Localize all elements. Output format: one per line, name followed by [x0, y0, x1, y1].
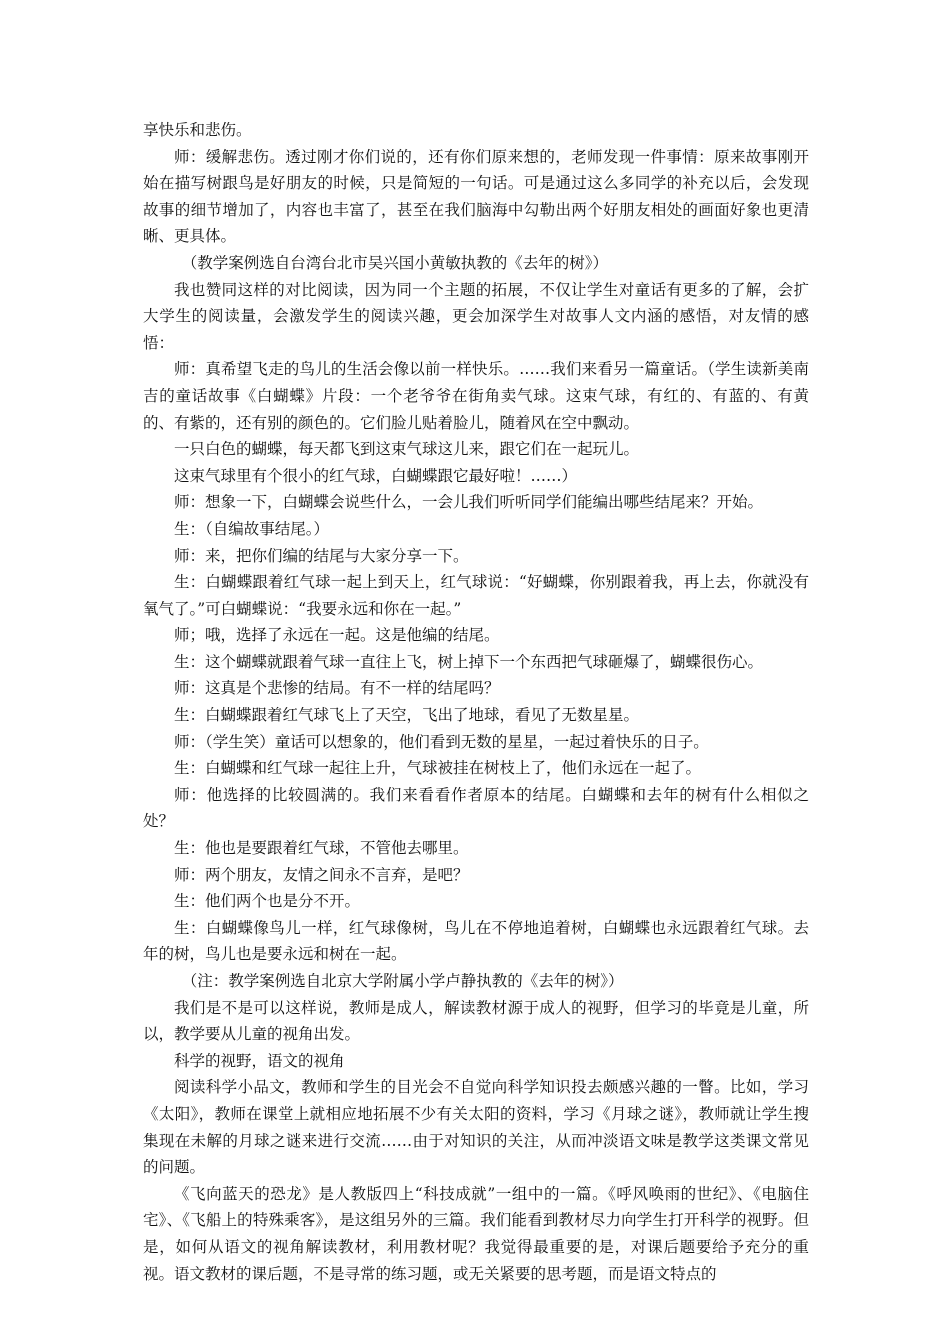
paragraph: 生：白蝴蝶跟着红气球一起上到天上，红气球说：“好蝴蝶，你别跟着我，再上去，你就没有氧气了。”可白蝴蝶说：“我要永远和你在一起。” — [143, 573, 809, 618]
paragraph: 师：他选择的比较圆满的。我们来看看作者原本的结尾。白蝴蝶和去年的树有什么相似之处？ — [143, 785, 809, 831]
paragraph: 我们是不是可以这样说，教师是成人，解读教材源于成人的视野，但学习的毕竟是儿童，所以，教学要从儿童的视角出发。 — [143, 998, 809, 1044]
document-body — [143, 117, 809, 1287]
paragraph: 师：想象一下，白蝴蝶会说些什么，一会儿我们听听同学们能编出哪些结尾来？开始。 — [174, 493, 764, 512]
paragraph: 师：来，把你们编的结尾与大家分享一下。 — [174, 546, 469, 565]
paragraph: 这束气球里有个很小的红气球，白蝴蝶跟它最好啦！……） — [174, 466, 578, 485]
paragraph: 师：（学生笑）童话可以想象的，他们看到无数的星星，一起过着快乐的日子。 — [174, 732, 709, 751]
paragraph: 生：白蝴蝶像鸟儿一样，红气球像树，鸟儿在不停地追着树，白蝴蝶也永远跟着红气球。去年的树，鸟儿也是要永远和树在一起。 — [143, 918, 809, 964]
paragraph: 生：这个蝴蝶就跟着气球一直往上飞，树上掉下一个东西把气球砸爆了，蝴蝶很伤心。 — [174, 652, 764, 671]
paragraph: 生：他们两个也是分不开。 — [174, 892, 361, 911]
paragraph: 师；哦，选择了永远在一起。这是他编的结尾。 — [174, 626, 500, 645]
paragraph: 师：这真是个悲惨的结局。有不一样的结尾吗？ — [174, 679, 500, 698]
paragraph: 生：（自编故事结尾。） — [174, 519, 330, 538]
paragraph: 阅读科学小品文，教师和学生的目光会不自觉向科学知识投去颇感兴趣的一瞥。比如，学习《太阳》，教师在课堂上就相应地拓展不少有关太阳的资料，学习《月球之谜》，教师就让学生搜集现在未解的月球之谜来进行交流……由于对知识的关注，从而冲淡语文味是教学这类课文常见的问题。 — [143, 1078, 809, 1177]
paragraph: 享快乐和悲伤。 — [143, 121, 252, 139]
paragraph: 《飞向蓝天的恐龙》是人教版四上“科技成就”一组中的一篇。《呼风唤雨的世纪》、《电脑住宅》、《飞船上的特殊乘客》，是这组另外的三篇。我们能看到教材尽力向学生打开科学的视野。但是，如何从语文的视角解读教材，利用教材呢？我觉得最重要的是，对课后题要给予充分的重视。语文教材的课后题，不是寻常的练习题，或无关紧要的思考题，而是语文特点的 — [143, 1184, 809, 1283]
paragraph: 一只白色的蝴蝶，每天都飞到这束气球这儿来，跟它们在一起玩儿。 — [174, 440, 640, 459]
paragraph: 师：两个朋友，友情之间永不言弃，是吧？ — [174, 865, 469, 884]
paragraph: 师：缓解悲伤。透过刚才你们说的，还有你们原来想的，老师发现一件事情：原来故事刚开始在描写树跟鸟是好朋友的时候，只是简短的一句话。可是通过这么多同学的补充以后，会发现故事的细节增加了，内容也丰富了，甚至在我们脑海中勾勒出两个好朋友相处的画面好象也更清晰、更具体。 — [143, 147, 809, 246]
paragraph: 生：他也是要跟着红气球，不管他去哪里。 — [174, 839, 469, 858]
paragraph: 生：白蝴蝶跟着红气球飞上了天空，飞出了地球，看见了无数星星。 — [174, 706, 640, 725]
paragraph: 科学的视野，语文的视角 — [174, 1051, 345, 1070]
paragraph: 师：真希望飞走的鸟儿的生活会像以前一样快乐。……我们来看另一篇童话。（学生读新美南吉的童话故事《白蝴蝶》片段：一个老爷爷在街角卖气球。这束气球，有红的、有蓝的、有黄的、有紫的，还有别的颜色的。它们脸儿贴着脸儿，随着风在空中飘动。 — [143, 360, 809, 432]
paragraph: （教学案例选自台湾台北市吴兴国小黄敏执教的《去年的树》） — [181, 253, 609, 272]
paragraph: 我也赞同这样的对比阅读，因为同一个主题的拓展，不仅让学生对童话有更多的了解，会扩大学生的阅读量，会激发学生的阅读兴趣，更会加深学生对故事人文内涵的感悟，对友情的感悟： — [143, 280, 809, 352]
paragraph: （注：教学案例选自北京大学附属小学卢静执教的《去年的树》） — [181, 972, 624, 990]
paragraph: 生：白蝴蝶和红气球一起往上升，气球被挂在树枝上了，他们永远在一起了。 — [174, 759, 702, 778]
